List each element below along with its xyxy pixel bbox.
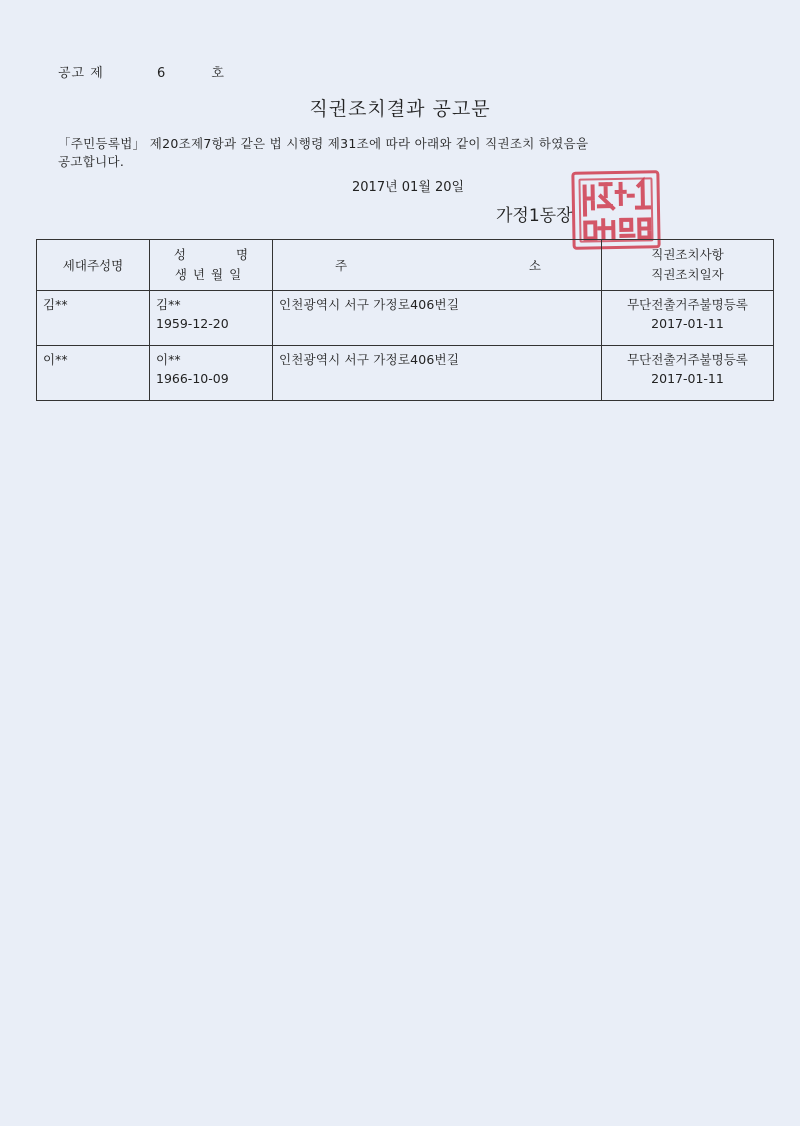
document-title: 직권조치결과 공고문: [309, 98, 491, 120]
header-birth: 생년월일: [174, 267, 248, 282]
row-birth: 1959-12-20: [156, 316, 229, 331]
header-address-right: 소: [528, 258, 541, 273]
header-household-head: 세대주성명: [37, 240, 150, 291]
row-action: [602, 291, 774, 346]
row-birth: 1966-10-09: [156, 371, 229, 386]
row-address: 인천광역시 서구 가정로406번길: [273, 291, 602, 346]
header-address-left: 주: [335, 258, 348, 273]
notice-number-suffix: 호: [211, 66, 225, 81]
row-action-type: 무단전출거주불명등록: [627, 297, 748, 312]
issuer-name: 가정1동장: [496, 206, 573, 226]
body-text: [58, 135, 758, 171]
header-name: 성명: [173, 247, 299, 262]
row-name: 이**: [156, 352, 181, 367]
row-action-date: 2017-01-11: [651, 371, 724, 386]
row-action-type: 무단전출거주불명등록: [627, 352, 748, 367]
row-name: 김**: [156, 297, 181, 312]
table-row: [37, 346, 774, 401]
row-household-head: 이**: [37, 346, 150, 401]
body-line-2: 공고합니다.: [58, 154, 125, 169]
row-action: [602, 346, 774, 401]
row-address: 인천광역시 서구 가정로406번길: [273, 346, 602, 401]
notice-number-label: 공고 제: [58, 66, 104, 81]
header-action: [602, 240, 774, 291]
header-action-type: 직권조치사항: [651, 247, 724, 262]
row-name-birth: [150, 291, 273, 346]
header-action-date: 직권조치일자: [651, 267, 724, 282]
header-name-birth: [150, 240, 299, 291]
header-address: [273, 240, 602, 291]
official-seal-icon: [571, 170, 660, 250]
table-header-row: [37, 240, 774, 291]
notice-number: [58, 62, 225, 81]
row-name-birth: [150, 346, 273, 401]
records-table: [36, 239, 774, 401]
notice-number-value: 6: [156, 66, 167, 81]
notice-date: 2017년 01월 20일: [352, 180, 465, 195]
row-household-head: 김**: [37, 291, 150, 346]
table-row: [37, 291, 774, 346]
body-line-1: 「주민등록법」 제20조제7항과 같은 법 시행령 제31조에 따라 아래와 같이 직권조치 하였음을: [58, 136, 589, 151]
row-action-date: 2017-01-11: [651, 316, 724, 331]
